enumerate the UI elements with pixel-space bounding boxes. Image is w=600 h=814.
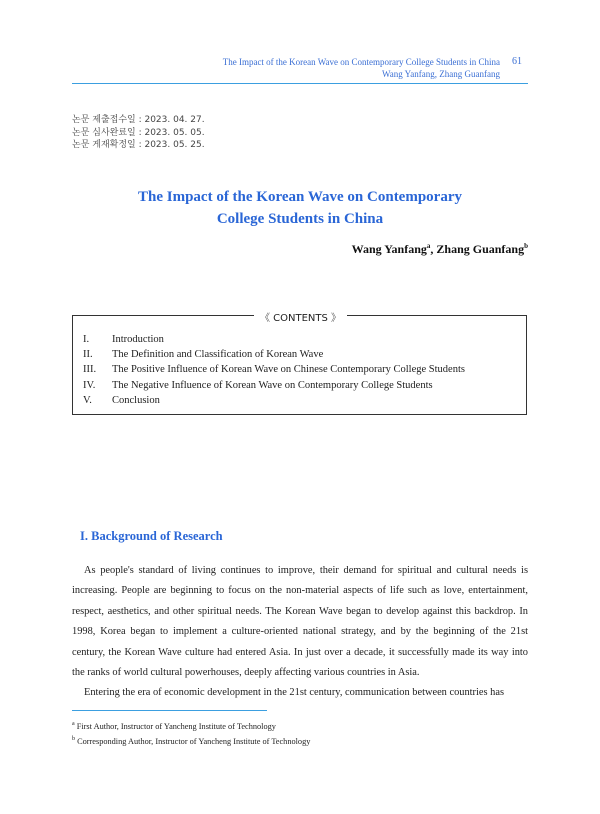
title-line-1: The Impact of the Korean Wave on Contemporary bbox=[137, 189, 462, 205]
running-authors: Wang Yanfang, Zhang Guanfang bbox=[382, 69, 500, 79]
author-separator: , bbox=[430, 242, 437, 256]
toc-item bbox=[83, 332, 465, 347]
toc-item bbox=[83, 393, 465, 408]
toc-text: The Definition and Classification of Korean Wave bbox=[112, 349, 324, 361]
contents-label: 《 CONTENTS 》 bbox=[254, 313, 347, 324]
date-reviewed: 논문 심사완료일 : 2023. 05. 05. bbox=[72, 127, 205, 138]
author-2: Zhang Guanfang bbox=[436, 242, 525, 256]
toc-number: II. bbox=[83, 349, 93, 361]
toc-item bbox=[83, 378, 465, 393]
toc-text: Introduction bbox=[112, 334, 164, 345]
paragraph: Entering the era of economic development in the 21st century, communication between countries has bbox=[84, 687, 505, 699]
author-1: Wang Yanfang bbox=[351, 242, 427, 256]
running-title: The Impact of the Korean Wave on Contemporary College Students in China bbox=[222, 57, 500, 67]
body-text bbox=[72, 561, 528, 704]
author-line bbox=[352, 242, 528, 257]
running-header bbox=[223, 56, 500, 80]
toc-number: III. bbox=[83, 364, 97, 376]
contents-label-wrap bbox=[73, 308, 528, 326]
toc-text: The Negative Influence of Korean Wave on Contemporary College Students bbox=[112, 379, 433, 391]
page-number: 61 bbox=[512, 56, 522, 67]
paragraph: As people's standard of living continues to improve, their demand for spiritual and cultural needs is increasing. People are beginning to focus on the non-material aspects of life such as love, entertainment, respect, aesthetics, and other spiritual needs. The Korean Wave began to develop against this backdrop. In 1998, Korea began to implement a culture-oriented national strategy, and by the beginning of the 21st century, the Korean Wave culture had entered Asia. In just over a decade, it successfully made its way into the ranks of world cultural powerhouses, deeply affecting various countries in Asia. bbox=[72, 565, 528, 679]
paper-title bbox=[72, 186, 528, 230]
toc-item bbox=[83, 362, 465, 377]
footnote-item bbox=[72, 733, 310, 748]
title-line-2: College Students in China bbox=[216, 211, 384, 227]
toc-number: V. bbox=[83, 394, 92, 406]
contents-box bbox=[72, 315, 527, 415]
footnote-text: First Author, Instructor of Yancheng Institute of Technology bbox=[74, 721, 276, 731]
toc-item bbox=[83, 347, 465, 362]
header-rule bbox=[72, 83, 528, 84]
author-2-mark: b bbox=[524, 242, 528, 250]
author-1-mark: a bbox=[426, 242, 431, 250]
submission-dates bbox=[72, 114, 205, 152]
footnote-text: Corresponding Author, Instructor of Yancheng Institute of Technology bbox=[75, 737, 311, 747]
toc-number: I. bbox=[83, 334, 90, 345]
footnote-rule bbox=[72, 710, 267, 711]
section-heading: I. Background of Research bbox=[80, 529, 223, 543]
table-of-contents bbox=[83, 332, 465, 408]
date-submitted: 논문 제출접수일 : 2023. 04. 27. bbox=[72, 115, 205, 125]
toc-text: Conclusion bbox=[112, 394, 160, 406]
footnote-item bbox=[72, 718, 310, 733]
date-accepted: 논문 게재확정일 : 2023. 05. 25. bbox=[72, 140, 205, 150]
footnotes bbox=[72, 718, 310, 749]
footnote-mark: a bbox=[72, 721, 75, 727]
toc-text: The Positive Influence of Korean Wave on Chinese Contemporary College Students bbox=[112, 364, 465, 376]
toc-number: IV. bbox=[83, 379, 96, 391]
footnote-mark: b bbox=[72, 736, 75, 743]
